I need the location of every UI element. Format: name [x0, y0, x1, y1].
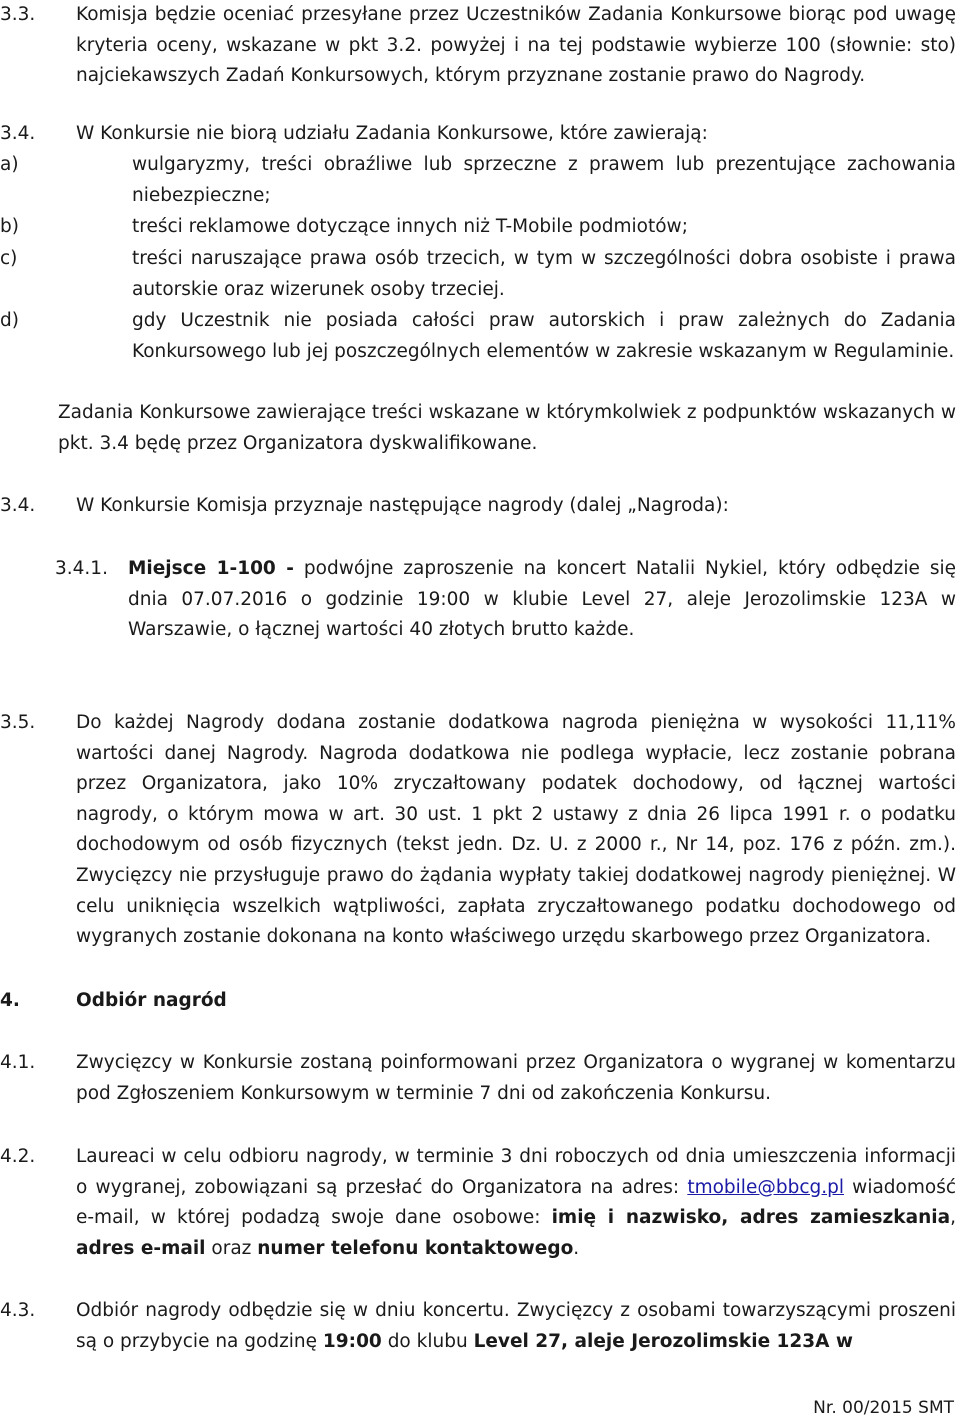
section-number: 3.3.: [0, 4, 36, 25]
list-letter: b): [0, 216, 19, 237]
text-run: ,: [950, 1207, 956, 1229]
section-text: [76, 1296, 956, 1357]
section-number: 4.2.: [0, 1146, 36, 1167]
prize-place-label: Miejsce 1-100 -: [128, 558, 294, 579]
list-letter: c): [0, 248, 18, 269]
section-text: [128, 554, 956, 646]
text-run: oraz: [205, 1237, 258, 1259]
section-number: 4.: [0, 990, 20, 1011]
bold-run: Level 27, aleje Jerozolimskie 123A w: [473, 1330, 854, 1352]
text-run: Odbiór nagrody odbędzie się w dniu koncertu. Zwycięzcy z osobami towarzyszącymi proszeni są o przybycie na godzinę: [76, 1300, 956, 1352]
section-number: 4.3.: [0, 1300, 36, 1321]
bold-run: 19:00: [322, 1330, 382, 1352]
text-run: .: [573, 1237, 580, 1259]
bold-run: imię i nazwisko, adres zamieszkania: [551, 1207, 951, 1229]
list-text: gdy Uczestnik nie posiada całości praw autorskich i praw zależnych do Zadania Konkursowego lub jej poszczególnych elementów w zakresie wskazanym w Regulaminie.: [132, 310, 956, 362]
section-number: 4.1.: [0, 1052, 36, 1073]
section-text: W Konkursie Komisja przyznaje następujące nagrody (dalej „Nagroda):: [76, 495, 729, 516]
list-text: treści reklamowe dotyczące innych niż T-Mobile podmiotów;: [132, 216, 688, 237]
text-run: Laureaci w celu odbioru nagrody, w terminie 3 dni roboczych od dnia umieszczenia informacji o wygranej, zobowiązani są przesłać do Organizatora na adres:: [76, 1146, 956, 1198]
exclusion-closing-paragraph: Zadania Konkursowe zawierające treści wskazane w którymkolwiek z podpunktów wskazanych w pkt. 3.4 będę przez Organizatora dyskwalifikowane.: [58, 402, 956, 454]
section-number: 3.4.: [0, 123, 36, 144]
section-number: 3.5.: [0, 712, 36, 733]
email-link[interactable]: tmobile@bbcg.pl: [687, 1176, 844, 1198]
section-text: Zwycięzcy w Konkursie zostaną poinformowani przez Organizatora o wygranej w komentarzu pod Zgłoszeniem Konkursowym w terminie 7 dni od zakończenia Konkursu.: [76, 1052, 956, 1104]
bold-run: adres e-mail: [76, 1237, 206, 1259]
section-text: Komisja będzie oceniać przesyłane przez Uczestników Zadania Konkursowe biorąc pod uwagę kryteria oceny, wskazane w pkt 3.2. powyżej i na tej podstawie wybierze 100 (słownie: sto) najciekawszych Zadań Konkursowych, którym przyznane zostanie prawo do Nagrody.: [76, 4, 956, 87]
bold-run: numer telefonu kontaktowego: [257, 1237, 574, 1259]
list-text: wulgaryzmy, treści obraźliwe lub sprzeczne z prawem lub prezentujące zachowania niebezpieczne;: [132, 154, 956, 206]
list-letter: d): [0, 310, 19, 331]
section-number: 3.4.1.: [55, 558, 108, 579]
section-text: W Konkursie nie biorą udziału Zadania Konkursowe, które zawierają:: [76, 123, 708, 144]
section-title: Odbiór nagród: [76, 990, 227, 1011]
list-text: treści naruszające prawa osób trzecich, w tym w szczególności dobra osobiste i prawa autorskie oraz wizerunek osoby trzeciej.: [132, 248, 956, 300]
prize-description: podwójne zaproszenie na koncert Natalii Nykiel, który odbędzie się dnia 07.07.2016 o godzinie 19:00 w klubie Level 27, aleje Jerozolimskie 123A w Warszawie, o łącznej wartości 40 złotych brutto każde.: [128, 558, 956, 641]
text-run: wiadomość e-mail, w której podadzą swoje dane osobowe:: [76, 1176, 957, 1229]
section-number: 3.4.: [0, 495, 36, 516]
text-run: do klubu: [381, 1330, 474, 1352]
section-text: [76, 1142, 956, 1264]
document-number-footer: Nr. 00/2015 SMT: [813, 1398, 954, 1418]
list-letter: a): [0, 154, 19, 175]
section-text: Do każdej Nagrody dodana zostanie dodatkowa nagroda pieniężna w wysokości 11,11% wartości danej Nagrody. Nagroda dodatkowa nie podlega wypłacie, lecz zostanie pobrana przez Organizatora, jako 10% zryczałtowany podatek dochodowy, od łącznej wartości nagrody, o którym mowa w art. 30 ust. 1 pkt 2 ustawy z dnia 26 lipca 1991 r. o podatku dochodowym od osób fizycznych (tekst jedn. Dz. U. z 2000 r., Nr 14, poz. 176 z późn. zm.). Zwycięzcy nie przysługuje prawo do żądania wypłaty takiej dodatkowej nagrody pieniężnej. W celu uniknięcia wszelkich wątpliwości, zapłata zryczałtowanego podatku dochodowego od wygranych zostanie dokonana na konto właściwego urzędu skarbowego przez Organizatora.: [76, 712, 956, 948]
